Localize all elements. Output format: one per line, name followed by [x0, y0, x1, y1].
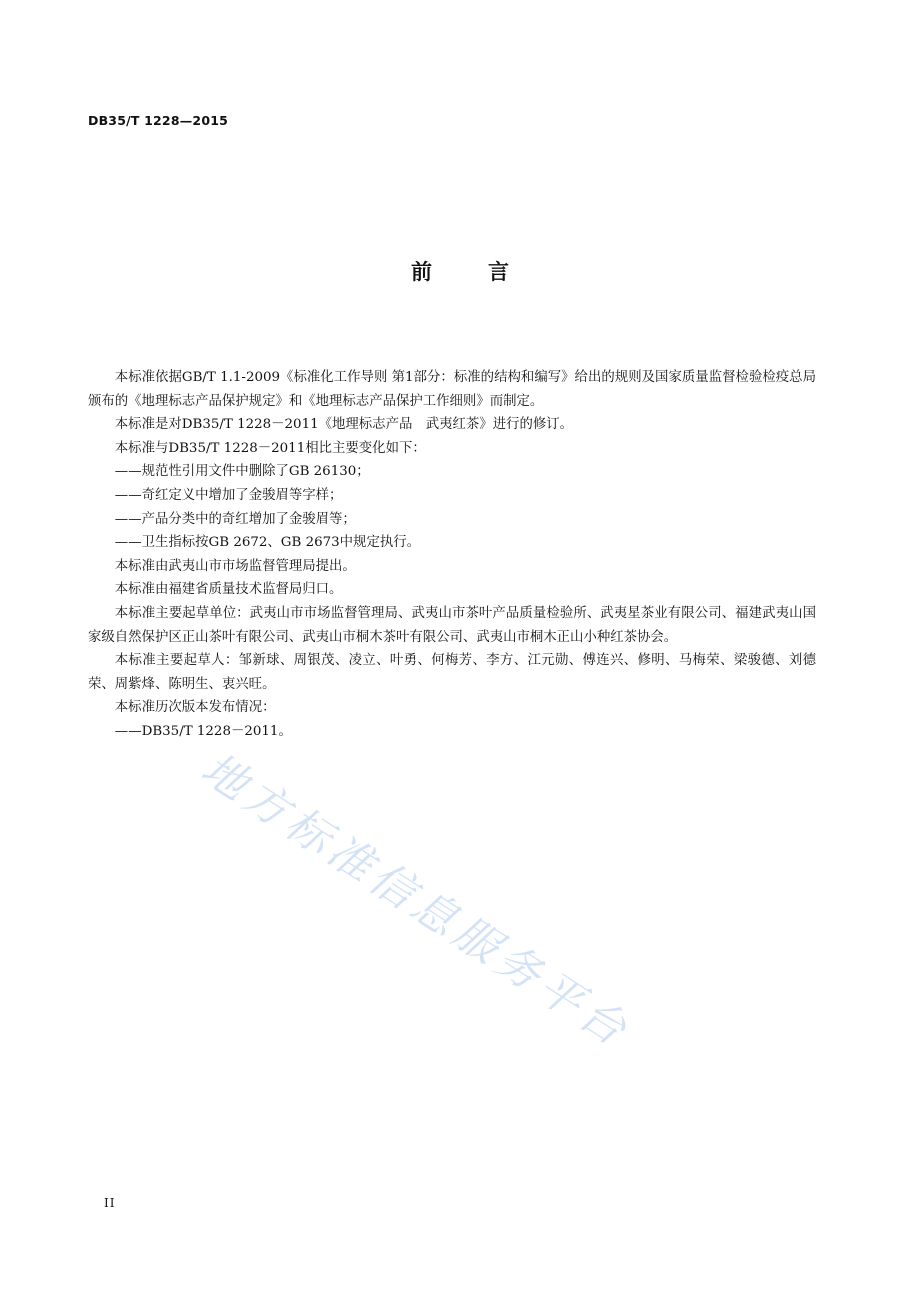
change-item: ——规范性引用文件中删除了GB 26130；	[114, 464, 370, 480]
change-item: ——奇红定义中增加了金骏眉等字样；	[114, 487, 343, 503]
drafting-units: 本标准主要起草单位：武夷山市市场监督管理局、武夷山市茶叶产品质量检验所、武夷星茶业有限公司、福建武夷山国家级自然保护区正山茶叶有限公司、武夷山市桐木茶叶有限公司、武夷山市桐木正山小种红茶协会。	[88, 605, 816, 645]
drafters: 本标准主要起草人：邹新球、周银茂、凌立、叶勇、何梅芳、李方、江元勋、傅连兴、修明、马梅荣、梁骏德、刘德荣、周紫烽、陈明生、衷兴旺。	[88, 653, 816, 692]
paragraph: 本标准是对DB35/T 1228－2011《地理标志产品 武夷红茶》进行的修订。	[114, 417, 574, 433]
version-history-item: ——DB35/T 1228－2011。	[114, 723, 292, 739]
title-char-1: 前	[411, 260, 432, 284]
paragraph: 本标准历次版本发布情况：	[114, 700, 276, 716]
page-number: II	[104, 1196, 116, 1210]
change-item: ——卫生指标按GB 2672、GB 2673中规定执行。	[114, 535, 421, 551]
change-item: ——产品分类中的奇红增加了金骏眉等；	[114, 511, 356, 527]
foreword-body	[88, 366, 816, 744]
paragraph: 本标准与DB35/T 1228－2011相比主要变化如下：	[114, 440, 426, 456]
paragraph: 本标准依据GB/T 1.1-2009《标准化工作导则 第1部分：标准的结构和编写》给出的规则及国家质量监督检验检疫总局颁布的《地理标志产品保护规定》和《地理标志产品保护工作细则》而制定。	[88, 370, 816, 409]
title-char-2: 言	[488, 260, 509, 284]
paragraph: 本标准由福建省质量技术监督局归口。	[114, 582, 343, 598]
watermark: 地方标准信息服务平台	[192, 743, 640, 1059]
standard-code: DB35/T 1228—2015	[88, 113, 229, 128]
paragraph: 本标准由武夷山市市场监督管理局提出。	[114, 558, 356, 574]
section-title	[0, 256, 920, 286]
